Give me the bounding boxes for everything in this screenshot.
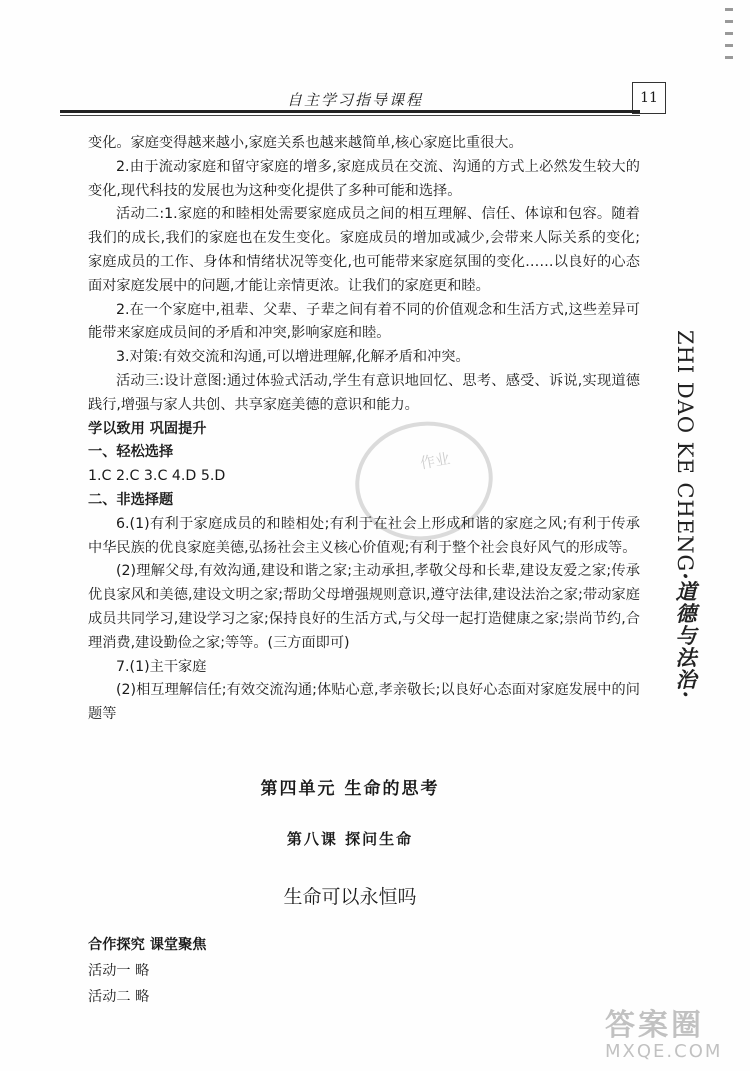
paragraph: 活动二:1.家庭的和睦相处需要家庭成员之间的相互理解、信任、体谅和包容。随着我们的成长,我们的家庭也在发生变化。家庭成员的增加或减少,会带来人际关系的变化;家庭成员的工作、身体和情绪状况等变化,也可能带来家庭氛围的变化……以良好的心态面对家庭发展中的问题,才能让亲情更浓。让我们的家庭更和睦。 [88, 206, 640, 294]
watermark-stamp-text: 作业 [418, 449, 452, 473]
paragraph: 2.由于流动家庭和留守家庭的增多,家庭成员在交流、沟通的方式上必然发生较大的变化,现代科技的发展也为这种变化提供了多种可能和选择。 [88, 158, 640, 199]
paragraph: 学以致用 巩固提升 [88, 420, 207, 437]
side-latin: ZHI DAO KE CHENG [673, 330, 697, 573]
scan-edge-marks [705, 0, 750, 80]
corner-watermark-line2: MXQE.COM [605, 1041, 723, 1062]
paragraph: 2.在一个家庭中,祖辈、父辈、子辈之间有着不同的价值观念和生活方式,这些差异可能带来家庭成员间的矛盾和冲突,影响家庭和睦。 [88, 301, 640, 342]
header-rule-thin [60, 115, 640, 116]
bottom-section [88, 932, 488, 1010]
bottom-heading: 合作探究 课堂聚焦 [88, 937, 207, 953]
header-rule [60, 110, 640, 113]
corner-watermark-line1: 答案圈 [605, 1008, 704, 1043]
paragraph: 3.对策:有效交流和沟通,可以增进理解,化解矛盾和冲突。 [116, 349, 470, 366]
header-title: 自主学习指导课程 [286, 91, 423, 109]
paragraph: 7.(1)主干家庭 [116, 658, 207, 675]
side-course-label [660, 330, 700, 770]
paragraph: 6.(1)有利于家庭成员的和睦相处;有利于在社会上形成和谐的家庭之风;有利于传承中华民族的优良家庭美德,弘扬社会主义核心价值观;有利于整个社会良好风气的形成等。 [88, 515, 640, 556]
section-title: 生命可以永恒吗 [283, 886, 417, 908]
activity-two: 活动二 略 [88, 989, 150, 1005]
paragraph: (2)理解父母,有效沟通,建设和谐之家;主动承担,孝敬父母和长辈,建设友爱之家;传承优良家风和美德,建设文明之家;帮助父母增强规则意识,遵守法律,建设法治之家;带动家庭成员共同学习,建设学习之家;保持良好的生活方式,与父母一起打造健康之家;崇尚节约,合理消费,建设勤俭之家;等等。(三方面即可) [88, 563, 640, 651]
paragraph: 1.C 2.C 3.C 4.D 5.D [88, 468, 226, 485]
paragraph: (2)相互理解信任;有效交流沟通;体贴心意,孝亲敬长;以良好心态面对家庭发展中的问题等 [88, 682, 640, 723]
answer-body [88, 132, 640, 727]
page-number: 11 [632, 82, 666, 114]
unit-title: 第四单元 生命的思考 [260, 779, 440, 799]
paragraph: 一、轻松选择 [88, 444, 174, 461]
paragraph: 变化。家庭变得越来越小,家庭关系也越来越简单,核心家庭比重很大。 [88, 135, 523, 151]
paragraph: 二、非选择题 [88, 491, 174, 508]
side-subject: ·道德与法治· [673, 572, 698, 699]
corner-watermark [605, 1010, 745, 1065]
activity-one: 活动一 略 [88, 963, 150, 979]
lesson-title: 第八课 探问生命 [286, 830, 414, 848]
paragraph: 活动三:设计意图:通过体验式活动,学生有意识地回忆、思考、感受、诉说,实现道德践行,增强与家人共创、共享家庭美德的意识和能力。 [88, 372, 640, 413]
